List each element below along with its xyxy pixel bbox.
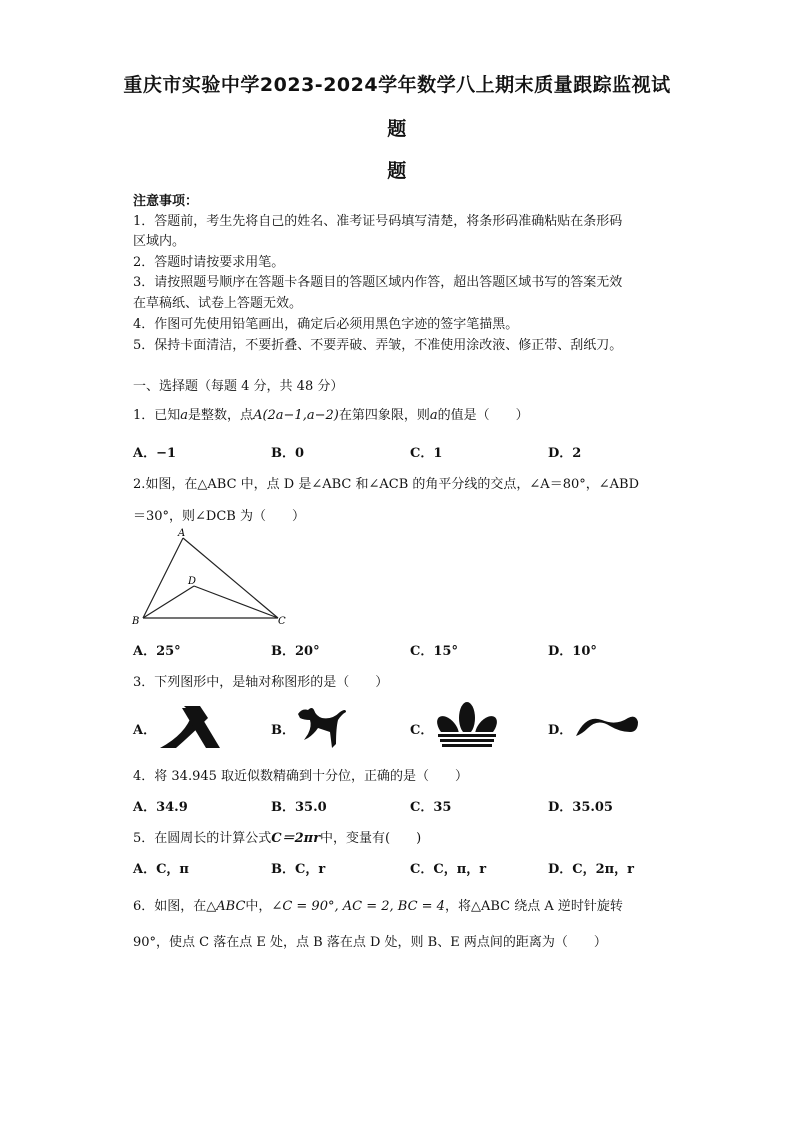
q4-option-c: C．35 [410,800,452,815]
notice-item: 3．请按照题号顺序在答题卡各题目的答题区域内作答，超出答题区域书写的答案无效 [133,275,623,290]
question-1 [133,404,529,423]
label-b: B [132,616,140,627]
q1-option-a: A．−1 [133,446,177,461]
question-6-line2: 90°，使点 C 落在点 E 处，点 B 落在点 D 处，则 B、E 两点间的距离为（ ） [133,935,607,950]
q1-pre: 1．已知 [133,408,181,423]
q4-option-a: A．34.9 [133,800,188,815]
notice-heading: 注意事项： [133,194,199,209]
q1-end: 的值是（ ） [437,408,529,423]
q5-option-d: D．C，2π，r [548,862,635,877]
triangle-figure [128,528,298,628]
q1-mid: 是整数，点 [188,408,254,423]
q1-option-d: D．2 [548,446,582,461]
notice-item: 2．答题时请按要求用笔。 [133,255,285,270]
exam-title-duplicate: 题 [387,160,407,182]
q6-pre: 6．如图，在 [133,899,207,914]
q5-post: 中，变量有( ) [320,831,422,846]
swoosh-logo-icon [572,708,642,742]
q2-option-d: D．10° [548,644,597,659]
question-4: 4．将 34.945 取近似数精确到十分位，正确的是（ ） [133,769,469,784]
q5-option-c: C．C，π，r [410,862,487,877]
q2-option-a: A．25° [133,644,181,659]
q1-post: 在第四象限，则 [338,408,430,423]
q1-var-a: a [180,408,189,423]
q6-triangle: △ABC [206,899,246,914]
cougar-logo-icon [296,704,348,750]
q5-pre: 5．在圆周长的计算公式 [133,831,272,846]
q5-option-b: B．C，r [271,862,326,877]
question-2-line1: 2.如图，在△ABC 中，点 D 是∠ABC 和∠ACB 的角平分线的交点，∠A＝80°，∠ABD [133,477,639,492]
question-5 [133,827,421,846]
q3-option-d: D． [548,723,573,738]
question-3: 3．下列图形中，是轴对称图形的是（ ） [133,675,389,690]
trefoil-logo-icon [434,698,500,750]
notice-item: 1．答题前，考生先将自己的姓名、准考证号码填写清楚，将条形码准确粘贴在条形码 [133,214,623,229]
section-heading: 一、选择题（每题 4 分，共 48 分） [133,379,344,394]
question-2-line2: ＝30°，则∠DCB 为（ ） [133,509,305,524]
q2-option-c: C．15° [410,644,458,659]
q6-post: ，将△ABC 绕点 A 逆时针旋转 [444,899,623,914]
x-logo-icon [156,704,222,750]
q1-point: A(2a−1,a−2) [253,408,339,423]
label-a: A [178,528,186,539]
q3-option-b: B． [271,723,295,738]
label-c: C [278,616,286,627]
notice-item: 4．作图可先使用铅笔画出，确定后必须用黑色字迹的签字笔描黑。 [133,317,519,332]
q3-option-a: A． [133,723,157,738]
q4-option-b: B．35.0 [271,800,327,815]
q6-conditions: ∠C = 90°, AC = 2, BC = 4 [271,899,445,914]
q1-option-c: C．1 [410,446,443,461]
label-d: D [188,576,197,587]
q5-formula: C＝2πr [271,831,321,846]
q4-option-d: D．35.05 [548,800,613,815]
q1-var-a-2: a [429,408,438,423]
exam-title-continued: 题 [387,118,407,140]
notice-item: 5．保持卡面清洁，不要折叠、不要弄破、弄皱，不准使用涂改液、修正带、刮纸刀。 [133,338,623,353]
segment-dc [194,586,278,618]
question-6-line1 [133,895,623,914]
notice-item: 在草稿纸、试卷上答题无效。 [133,296,303,311]
q5-option-a: A．C，π [133,862,189,877]
notice-item: 区域内。 [133,234,186,249]
q6-mid: 中， [245,899,272,914]
q1-option-b: B．0 [271,446,305,461]
side-ac [183,538,278,618]
q2-option-b: B．20° [271,644,320,659]
exam-title: 重庆市实验中学2023-2024学年数学八上期末质量跟踪监视试 [123,74,671,96]
q3-option-c: C． [410,723,434,738]
